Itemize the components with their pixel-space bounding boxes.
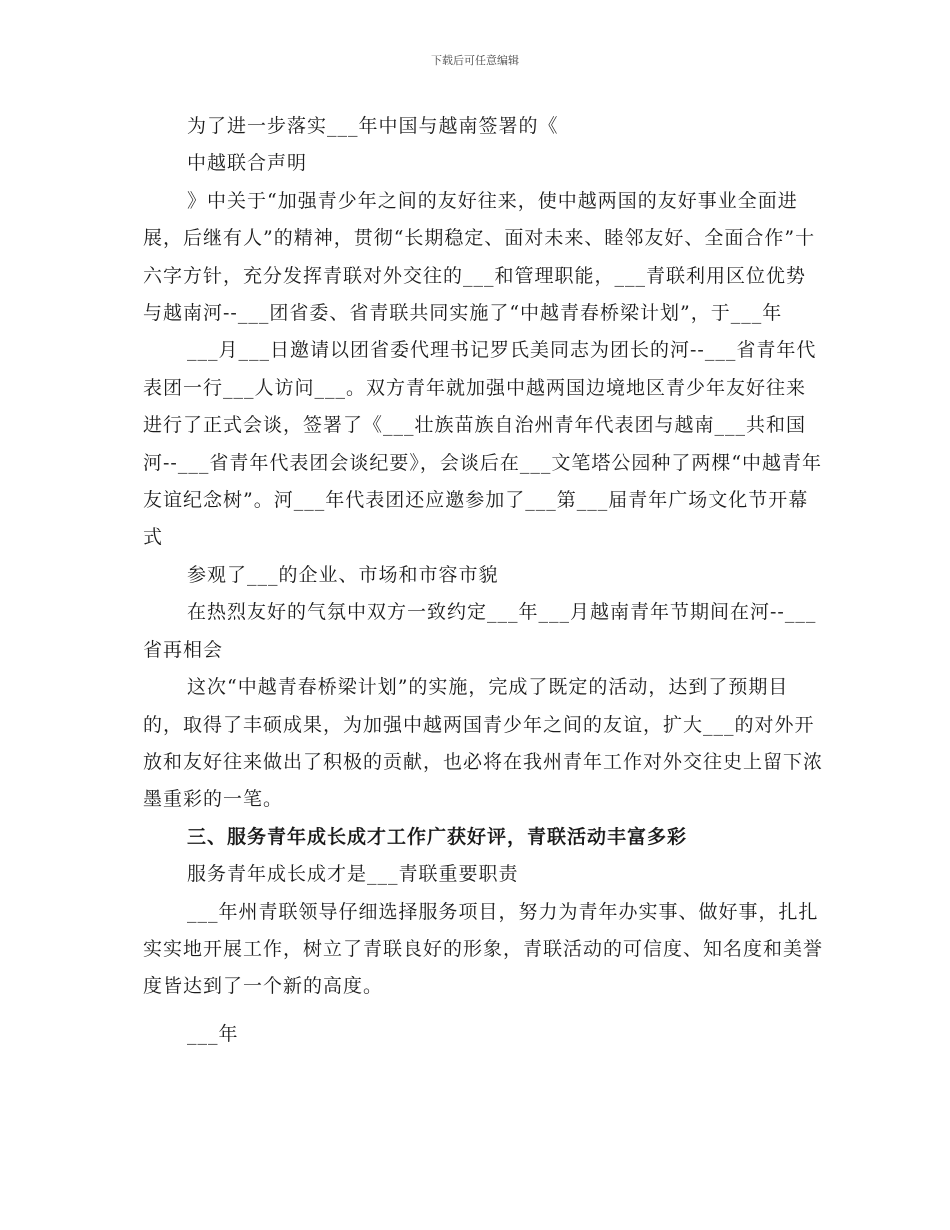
paragraph-5: 参观了___的企业、市场和市容市貌 (187, 563, 499, 586)
paragraph-4: ___月___日邀请以团省委代理书记罗氏美同志为团长的河--___省青年代表团一行___人访问___。双方青年就加强中越两国边境地区青少年友好往来进行了正式会谈，签署了《___壮族苗族自治州青年代表团与越南___共和国河--___省青年代表团会谈纪要》，会谈后在___文笔塔公园种了两棵“中越青年友谊纪念树”。河___年代表团还应邀参加了___第___届青年广场文化节开幕式 (143, 339, 823, 549)
paragraph-2: 中越联合声明 (187, 152, 308, 175)
paragraph-7: 这次“中越青春桥梁计划”的实施，完成了既定的活动，达到了预期目的，取得了丰硕成果，为加强中越两国青少年之间的友谊，扩大___的对外开放和友好往来做出了积极的贡献，也必将在我州青年工作对外交往史上留下浓墨重彩的一笔。 (143, 676, 824, 811)
page-header-note: 下载后可任意编辑 (431, 54, 519, 67)
paragraph-3: 》中关于“加强青少年之间的友好往来，使中越两国的友好事业全面进展，后继有人”的精神，贯彻“长期稳定、面对未来、睦邻友好、全面合作”十六字方针，充分发挥青联对外交往的___和管理职能，___青联利用区位优势与越南河--___团省委、省青联共同实施了“中越青春桥梁计划”，于___年 (143, 189, 816, 325)
paragraph-6: 在热烈友好的气氛中双方一致约定___年___月越南青年节期间在河--___省再相会 (143, 601, 817, 661)
paragraph-8: 服务青年成长成才是___青联重要职责 (187, 863, 519, 886)
section-heading: 三、服务青年成长成才工作广获好评，青联活动丰富多彩 (187, 825, 688, 848)
document-body (143, 108, 823, 1053)
paragraph-1: 为了进一步落实___年中国与越南签署的《 (187, 115, 559, 137)
paragraph-10: ___年 (187, 1022, 239, 1045)
paragraph-9: ___年州青联领导仔细选择服务项目，努力为青年办实事、做好事，扎扎实实地开展工作，树立了青联良好的形象，青联活动的可信度、知名度和美誉度皆达到了一个新的高度。 (143, 900, 824, 998)
